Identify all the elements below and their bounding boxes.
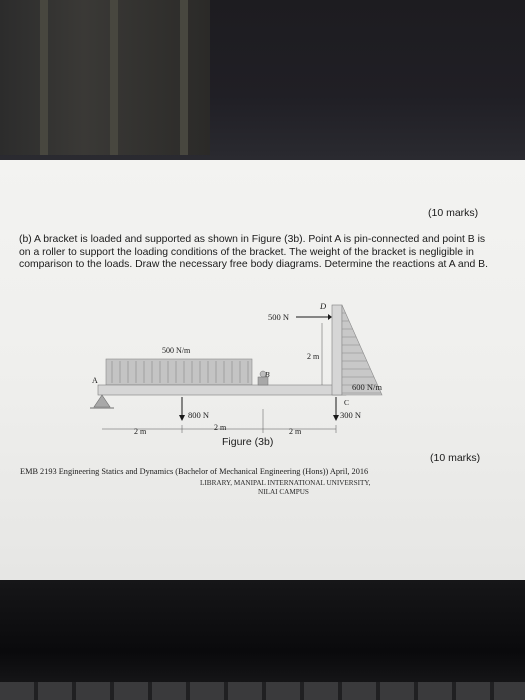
label-b: B [265, 370, 270, 379]
dimension-label-2: 2 m [214, 423, 227, 432]
bracket-diagram [84, 297, 384, 447]
library-stamp-line-1: LIBRARY, MANIPAL INTERNATIONAL UNIVERSITY, [200, 479, 371, 487]
background-window [0, 0, 210, 155]
force-arrowhead [328, 314, 332, 320]
window-frame-bar [110, 0, 118, 155]
marks-label-bottom: (10 marks) [430, 452, 481, 464]
label-d: D [320, 301, 327, 311]
triangular-load-label: 600 N/m [352, 382, 382, 392]
photo-background-top [0, 0, 525, 160]
exam-source-line: EMB 2193 Engineering Statics and Dynamics (Bachelor of Mechanical Engineering (Hons)) April, 2016 [20, 467, 369, 476]
pin-support-a [94, 395, 110, 407]
dimension-label-3: 2 m [289, 427, 302, 436]
force-800n-label: 800 N [188, 410, 210, 420]
label-a: A [92, 376, 98, 385]
vertical-member [332, 305, 342, 395]
dimension-label-1: 2 m [134, 427, 147, 436]
force-arrowhead [179, 415, 185, 421]
distributed-load-label: 500 N/m [162, 346, 191, 355]
label-c: C [344, 398, 350, 407]
library-stamp-line-2: NILAI CAMPUS [258, 488, 309, 496]
force-arrowhead [333, 415, 339, 421]
window-frame-bar [180, 0, 188, 155]
force-300n-label: 300 N [340, 410, 362, 420]
marks-label-top: (10 marks) [428, 207, 479, 219]
vertical-dimension-label: 2 m [307, 352, 320, 361]
horizontal-beam [98, 385, 346, 395]
keyboard-edge [0, 682, 525, 700]
force-500n-label: 500 N [268, 312, 290, 322]
figure-caption: Figure (3b) [222, 436, 274, 448]
question-text: (b) A bracket is loaded and supported as shown in Figure (3b). Point A is pin-connected and point B is on a roller to support the loading conditions of the bracket. The weight of the bracket is negligible in comparison to the loads. Draw the necessary free body diagrams. Determine the reactions at A and B. [19, 234, 488, 271]
bracket-figure [84, 297, 384, 447]
window-frame-bar [40, 0, 48, 155]
